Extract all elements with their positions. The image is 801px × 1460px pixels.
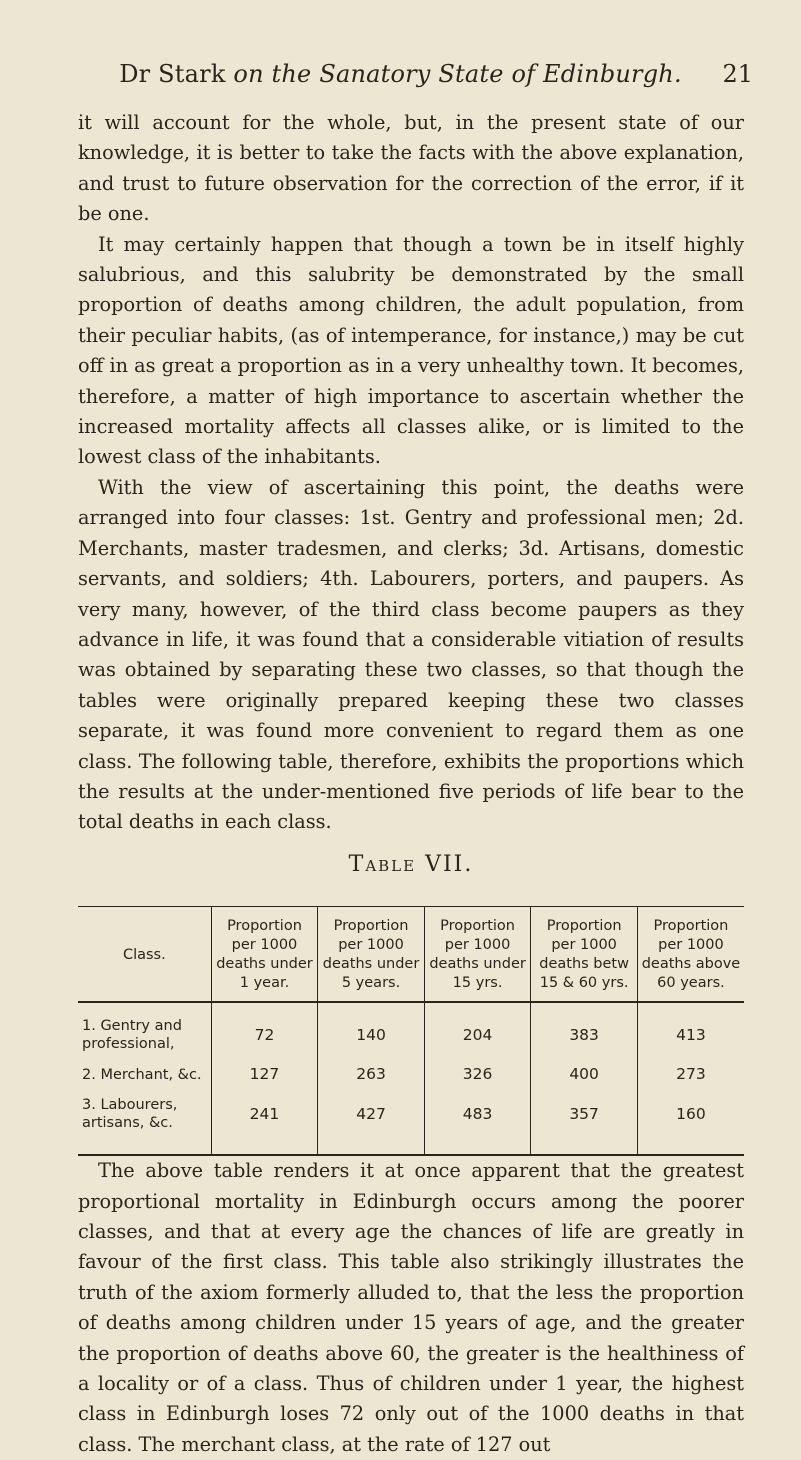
col-header-under-5: Proportion per 1000 deaths under 5 years. bbox=[318, 907, 425, 1003]
header-connector: on the bbox=[233, 60, 312, 88]
table-row bbox=[78, 1002, 744, 1059]
table-header-row bbox=[78, 907, 744, 1003]
row-class-label: 3. Labourers, artisans, &c. bbox=[78, 1090, 211, 1155]
mortality-table bbox=[78, 906, 744, 1156]
table-cell: 72 bbox=[211, 1002, 318, 1059]
table-cell: 326 bbox=[424, 1059, 531, 1090]
col-header-15-60: Proportion per 1000 deaths betw 15 & 60 yrs. bbox=[531, 907, 638, 1003]
row-class-label: 2. Merchant, &c. bbox=[82, 1066, 202, 1083]
table-cell: 204 bbox=[424, 1002, 531, 1059]
table-cell: 127 bbox=[211, 1059, 318, 1090]
table-cell: 357 bbox=[531, 1090, 638, 1155]
page-number: 21 bbox=[722, 60, 753, 88]
header-title: Sanatory State of Edinburgh. bbox=[319, 60, 682, 88]
table-cell: 273 bbox=[637, 1059, 744, 1090]
paragraph: With the view of ascertaining this point, the deaths were arranged into four classes: 1st. Gentry and professional men; 2d. Merchants, master tradesmen, and clerks; 3d. Artisans, domestic servants, and soldiers; 4th. Labourers, porters, and paupers. As very many, however, of the third class become paupers as they advance in life, it was found that a considerable vitiation of results was obtained by separating these two classes, so that though the tables were originally prepared keeping these two classes separate, it was found more convenient to regard them as one class. The following table, therefore, exhibits the proportions which the results at the under-mentioned five periods of life bear to the total deaths in each class. bbox=[78, 475, 744, 834]
table-cell: 160 bbox=[637, 1090, 744, 1155]
table-cell: 413 bbox=[637, 1002, 744, 1059]
table-cell: 140 bbox=[318, 1002, 425, 1059]
row-class-label: 1. Gentry and professional, bbox=[82, 1018, 182, 1053]
paragraph: The above table renders it at once apparent that the greatest proportional mortality in Edinburgh occurs among the poorer classes, and that at every age the chances of life are greatly in favour of the first class. This table also strikingly illustrates the truth of the axiom formerly alluded to, that the less the proportion of deaths among children under 15 years of age, and the greater the proportion of deaths above 60, the greater is the healthiness of a locality or of a class. Thus of children under 1 year, the highest class in Edinburgh loses 72 only out of the 1000 deaths in that class. The merchant class, at the rate of 127 out bbox=[78, 1159, 744, 1456]
header-author: Dr Stark bbox=[119, 60, 226, 88]
paragraph: It may certainly happen that though a town be in itself highly salubrious, and this salubrity be demonstrated by the small proportion of deaths among children, the adult population, from their peculiar habits, (as of intemperance, for instance,) may be cut off in as great a proportion as in a very unhealthy town. It becomes, therefore, a matter of high importance to ascertain whether the increased mortality affects all classes alike, or is limited to the lowest class of the inhabitants. bbox=[78, 232, 744, 469]
table-cell: 427 bbox=[318, 1090, 425, 1155]
table-row bbox=[78, 1059, 744, 1090]
table-cell: 400 bbox=[531, 1059, 638, 1090]
table-title: Table VII. bbox=[348, 851, 474, 877]
paragraph: it will account for the whole, but, in the present state of our knowledge, it is better to take the facts with the above explanation, and trust to future observation for the correction of the error, if it be one. bbox=[78, 111, 744, 226]
col-header-under-15: Proportion per 1000 deaths under 15 yrs. bbox=[424, 907, 531, 1003]
body-text bbox=[78, 108, 744, 1460]
col-header-class: Class. bbox=[78, 907, 211, 1003]
table-cell: 263 bbox=[318, 1059, 425, 1090]
col-header-above-60: Proportion per 1000 deaths above 60 years. bbox=[637, 907, 744, 1003]
table-cell: 383 bbox=[531, 1002, 638, 1059]
table-cell: 483 bbox=[424, 1090, 531, 1155]
col-header-under-1: Proportion per 1000 deaths under 1 year. bbox=[211, 907, 318, 1003]
table-cell: 241 bbox=[211, 1090, 318, 1155]
table-row bbox=[78, 1090, 744, 1155]
running-head bbox=[0, 60, 801, 88]
